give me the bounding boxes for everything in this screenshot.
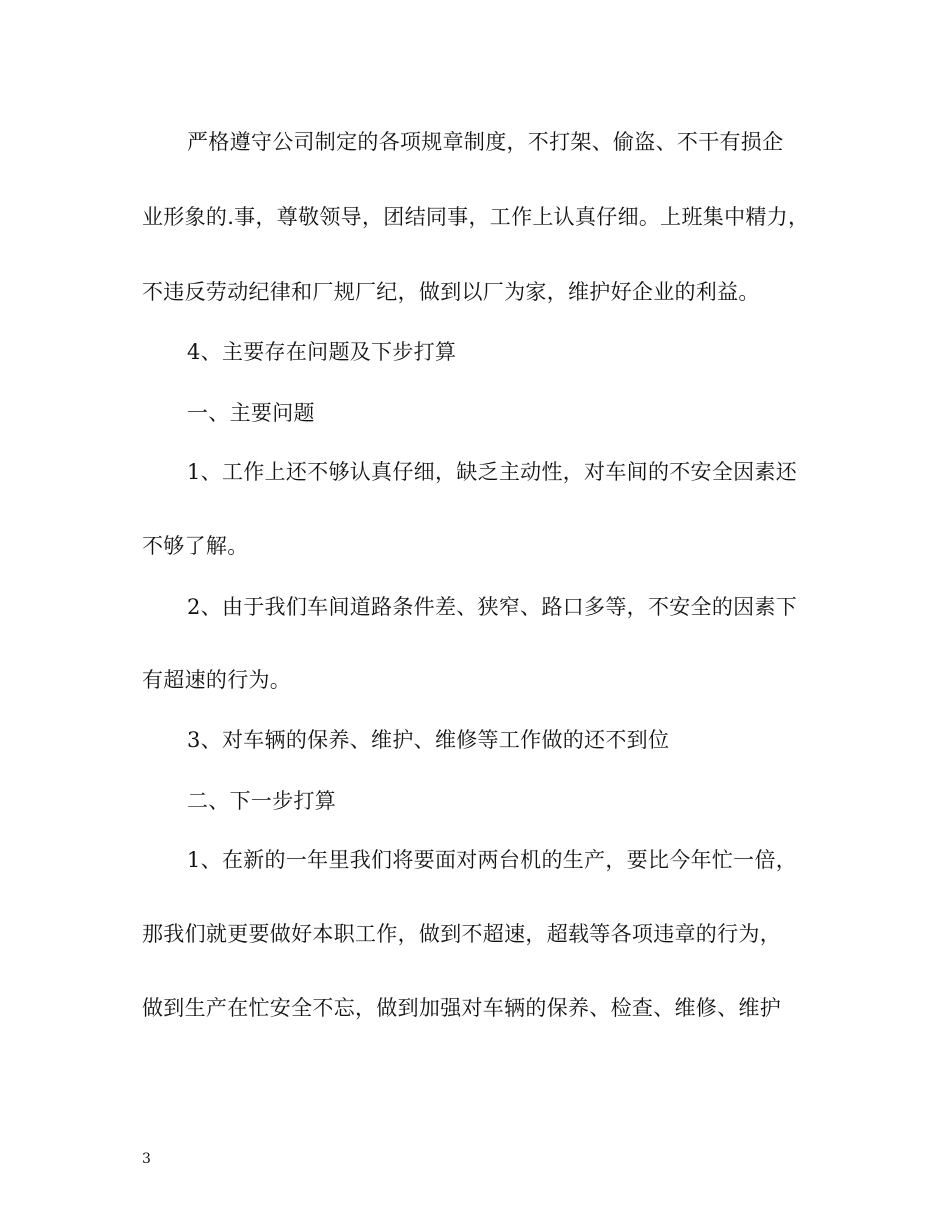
subsection-heading-next-steps: 二、下一步打算 (187, 789, 337, 813)
subsection-heading: 一、主要问题 (187, 401, 315, 425)
plan-1-line-3: 做到生产在忙安全不忘，做到加强对车辆的保养、检查、维修、维护 (142, 996, 781, 1020)
issue-1-line-1: 1、工作上还不够认真仔细，缺乏主动性，对车间的不安全因素还 (187, 460, 798, 484)
issue-2-line-2: 有超速的行为。 (142, 668, 292, 692)
issue-1-line-2: 不够了解。 (142, 534, 249, 558)
plan-1-line-1: 1、在新的一年里我们将要面对两台机的生产，要比今年忙一倍， (187, 848, 798, 872)
paragraph-line-1: 严格遵守公司制定的各项规章制度，不打架、偷盗、不干有损企 (187, 130, 784, 154)
paragraph-line-2: 业形象的.事，尊敬领导，团结同事，工作上认真仔细。上班集中精力， (142, 205, 810, 229)
paragraph-line-3: 不违反劳动纪律和厂规厂纪，做到以厂为家，维护好企业的利益。 (142, 280, 760, 304)
section-heading: 4、主要存在问题及下步打算 (187, 340, 457, 364)
issue-3-line: 3、对车辆的保养、维护、维修等工作做的还不到位 (187, 728, 670, 752)
issue-2-line-1: 2、由于我们车间道路条件差、狭窄、路口多等，不安全的因素下 (187, 595, 798, 619)
page-number: 3 (142, 1151, 151, 1167)
plan-1-line-2: 那我们就更要做好本职工作，做到不超速，超载等各项违章的行为， (142, 922, 781, 946)
